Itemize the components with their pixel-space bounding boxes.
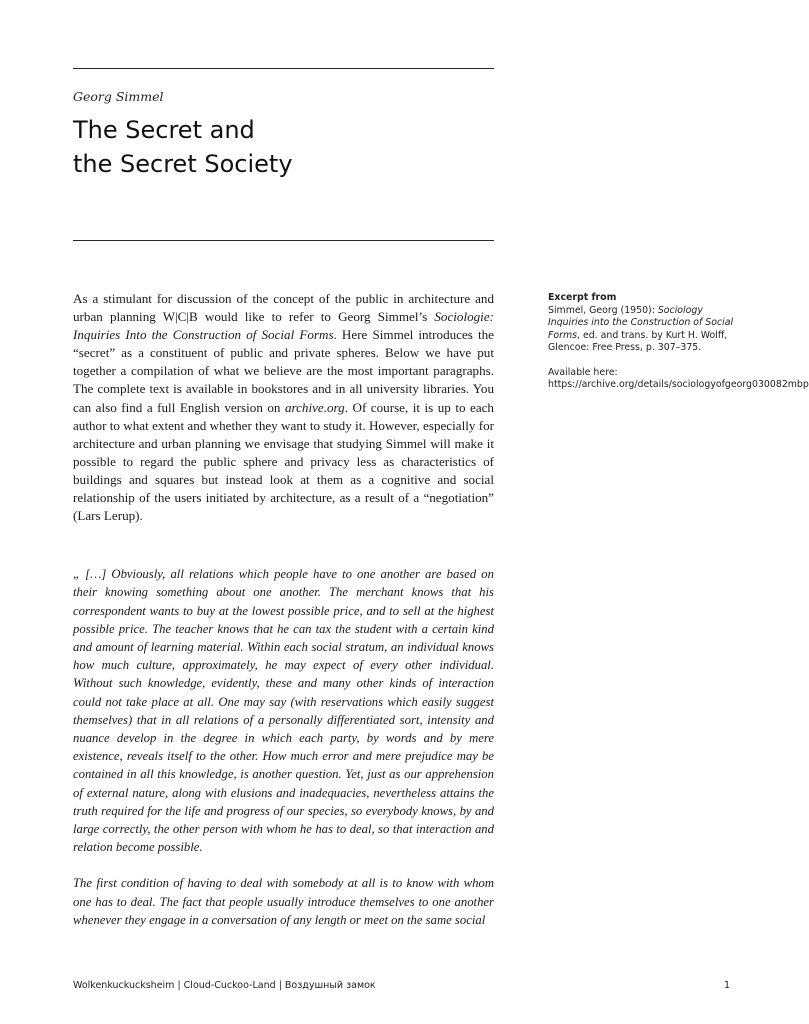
spacer	[548, 355, 738, 367]
sidebar-citation	[548, 292, 809, 392]
author-name: Georg Simmel	[73, 89, 164, 104]
top-rule	[73, 68, 494, 69]
book-title: Sociologie: Inquiries Into the Construction of Social Forms	[73, 309, 494, 343]
intro-text-3: . Of course, it is up to each author to what extent and whether they want to study it. However, especially for architecture and urban planning we envisage that studying Simmel will make it possible to regard the public sphere and privacy less as characteristics of buildings and squares but instead look at them as a cognitive and social relationship of the users initiated by architecture, as a result of a “negotiation” (Lars Lerup).	[73, 399, 494, 524]
intro-text-2: . Here Simmel introduces the “secret” as a constituent of public and private spheres. Below we have put together a compilation of what we believe are the most important paragraphs. The complete text is available in bookstores and in all university libraries. You can also find a full English version on	[73, 327, 494, 415]
archive-link[interactable]: archive.org	[284, 399, 345, 415]
main-text	[73, 290, 494, 947]
divider-rule	[73, 240, 494, 241]
citation-details: , ed. and trans. by Kurt H. Wolff, Glencoe: Free Press, p. 307–375.	[548, 329, 728, 353]
footer-journal-name: Wolkenkuckucksheim | Cloud-Cuckoo-Land | Воздушный замок	[73, 980, 376, 991]
title-line-1: The Secret and	[73, 116, 255, 144]
intro-text-1: As a stimulant for discussion of the concept of the public in architecture and urban planning W|C|B would like to refer to Georg Simmel’s	[73, 291, 494, 325]
citation-title: Sociology Inquiries into the Construction of Social Forms	[548, 304, 734, 341]
title-line-2: the Secret Society	[73, 150, 293, 178]
citation	[548, 305, 738, 355]
quote-paragraph-2: The first condition of having to deal with somebody at all is to know with whom one has to deal. The fact that people usually introduce themselves to one another whenever they engage in a conversation of any length or meet on the same social	[73, 876, 494, 927]
page-title	[73, 113, 293, 181]
quote-paragraph-1: „ […] Obviously, all relations which people have to one another are based on their knowing something about one another. The merchant knows that his correspondent wants to buy at the lowest possible price, and to sell at the highest possible price. The teacher knows that he can tax the student with a certain kind and amount of learning material. Within each social stratum, an individual knows how much culture, approximately, he may expect of every other individual. Without such knowledge, evidently, these and many other kinds of interaction could not take place at all. One may say (with reservations which easily suggest themselves) that in all relations of a personally differentiated sort, intensity and nuance develop in the degree in which each party, by words and by mere existence, reveals itself to the other. How much error and mere prejudice may be contained in all this knowledge, is another question. Yet, just as our apprehension of external nature, along with elusions and inadequacies, nevertheless attains the truth required for the life and progress of our species, so everybody knows, by and large correctly, the other person with whom he has to deal, so that interaction and relation become possible.	[73, 567, 494, 855]
excerpt-heading: Excerpt from	[548, 292, 617, 303]
page-number: 1	[724, 980, 731, 991]
quote-block	[73, 565, 494, 929]
intro-paragraph	[73, 290, 494, 525]
availability-note[interactable]: Available here: https://archive.org/details/sociologyofgeorg030082mbp	[548, 366, 809, 390]
citation-author: Simmel, Georg (1950):	[548, 304, 658, 316]
